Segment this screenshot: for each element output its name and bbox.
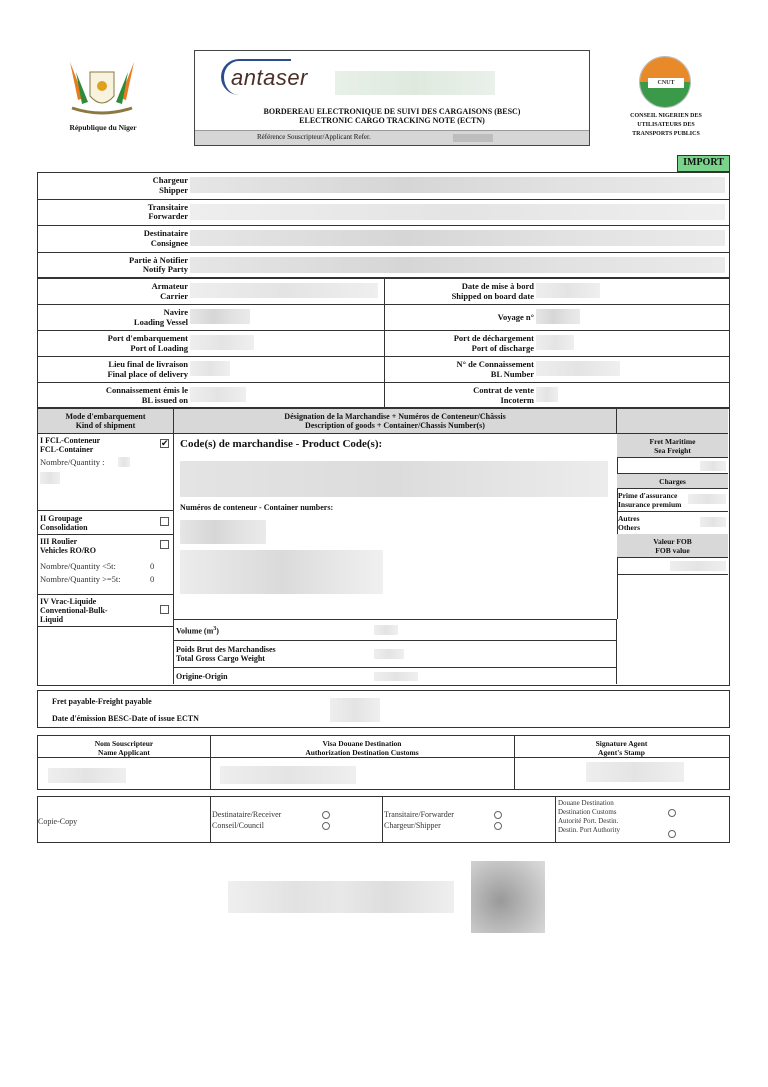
roro-lt5-label: Nombre/Quantity <5t: bbox=[40, 561, 116, 571]
party-label: Destinataire Consignee bbox=[143, 228, 188, 248]
carrier-value-redacted bbox=[190, 283, 378, 298]
party-label: Chargeur Shipper bbox=[152, 175, 188, 195]
incoterm-value-redacted bbox=[536, 387, 558, 402]
customs-authorization-redacted bbox=[220, 766, 356, 784]
charges-empty-cell bbox=[617, 575, 728, 684]
kind-groupage: II Groupage Consolidation bbox=[38, 511, 174, 535]
copy-option-receiver-label: Destinataire/Receiver bbox=[212, 810, 282, 819]
fob-value-redacted bbox=[670, 561, 726, 571]
column-divider bbox=[382, 797, 383, 842]
shipping-section bbox=[37, 278, 730, 408]
others-value-redacted bbox=[700, 517, 726, 527]
copies-section bbox=[37, 796, 730, 843]
origin-value-redacted bbox=[374, 672, 418, 681]
cnut-logo-label: CNUT bbox=[648, 78, 684, 88]
shipping-row bbox=[38, 383, 729, 409]
final-delivery-label: Lieu final de livraison Final place of delivery bbox=[107, 359, 188, 379]
party-label: Transitaire Forwarder bbox=[147, 201, 188, 221]
insurance-label: Prime d'assurance Insurance premium bbox=[618, 491, 682, 509]
document-title-en: ELECTRONIC CARGO TRACKING NOTE (ECTN) bbox=[299, 116, 485, 125]
others-row bbox=[617, 512, 728, 534]
copy-option-council-label: Conseil/Council bbox=[212, 821, 264, 830]
roro-lt5-value: 0 bbox=[150, 561, 155, 571]
sea-freight-header: Fret Maritime Sea Freight bbox=[617, 434, 728, 458]
copy-option-port-authority-radio[interactable] bbox=[668, 830, 676, 838]
shipping-row bbox=[38, 279, 729, 305]
kind-empty-cell bbox=[38, 627, 174, 684]
volume-label: Volume $(m^3)$ bbox=[176, 626, 219, 636]
forwarder-value-redacted bbox=[190, 204, 725, 220]
weight-label: Poids Brut des Marchandises Total Gross Cargo Weight bbox=[176, 645, 276, 663]
copy-option-shipper-label: Chargeur/Shipper bbox=[384, 821, 441, 830]
container-numbers-label: Numéros de conteneur - Container numbers: bbox=[180, 503, 334, 512]
import-badge: IMPORT bbox=[677, 155, 730, 172]
roro-ge5-value: 0 bbox=[150, 574, 155, 584]
insurance-value-redacted bbox=[688, 494, 726, 504]
bulk-checkbox[interactable] bbox=[160, 605, 169, 614]
shipping-row bbox=[38, 357, 729, 383]
charges-header-empty bbox=[617, 409, 728, 434]
fcl-extra-redacted bbox=[40, 472, 60, 484]
parties-section bbox=[37, 172, 730, 278]
voyage-label: Voyage n° bbox=[497, 312, 534, 322]
origin-label: Origine-Origin bbox=[176, 672, 228, 681]
copy-option-forwarder-radio[interactable] bbox=[494, 811, 502, 819]
kind-roro: III Roulier Vehicles RO/RO Nombre/Quantity <5t: 0 Nombre/Quantity >=5t: 0 bbox=[38, 535, 174, 595]
volume-row bbox=[174, 619, 617, 640]
party-row-forwarder bbox=[38, 200, 729, 227]
cnut-name bbox=[618, 112, 714, 139]
copy-option-forwarder-label: Transitaire/Forwarder bbox=[384, 810, 454, 819]
niger-coat-of-arms-logo bbox=[62, 58, 142, 120]
sea-freight-redacted bbox=[700, 461, 726, 471]
port-of-loading-value-redacted bbox=[190, 335, 254, 350]
customs-header: Visa Douane Destination Authorization Destination Customs bbox=[305, 739, 419, 757]
roro-ge5-label: Nombre/Quantity >=5t: bbox=[40, 574, 121, 584]
copy-option-customs-radio[interactable] bbox=[668, 809, 676, 817]
sea-freight-value bbox=[617, 458, 728, 474]
container-number-redacted bbox=[180, 520, 266, 544]
freight-payable-label: Fret payable-Freight payable bbox=[52, 697, 152, 706]
cnut-name-line: TRANSPORTS PUBLICS bbox=[632, 131, 700, 137]
container-list-redacted bbox=[180, 550, 383, 594]
reference-bar bbox=[195, 130, 589, 145]
product-codes-label: Code(s) de marchandise - Product Code(s): bbox=[180, 438, 383, 450]
insurance-premium-row bbox=[617, 489, 728, 512]
final-delivery-value-redacted bbox=[190, 361, 230, 376]
party-row-consignee bbox=[38, 226, 729, 253]
voyage-value-redacted bbox=[536, 309, 580, 324]
port-of-discharge-label: Port de déchargement Port of discharge bbox=[453, 333, 534, 353]
goods-section bbox=[37, 408, 730, 686]
shipper-value-redacted bbox=[190, 177, 725, 193]
document-title-box bbox=[194, 50, 590, 146]
bl-issued-value-redacted bbox=[190, 387, 246, 402]
product-codes-redacted bbox=[180, 461, 608, 497]
freight-values-redacted bbox=[330, 698, 380, 722]
bl-number-label: N° de Connaissement BL Number bbox=[456, 359, 534, 379]
agent-stamp-redacted bbox=[586, 762, 684, 782]
groupage-checkbox[interactable] bbox=[160, 517, 169, 526]
reference-label: Référence Souscripteur/Applicant Refer. bbox=[257, 133, 371, 141]
issue-date-label: Date d'émission BESC-Date of issue ECTN bbox=[52, 714, 199, 723]
copy-option-customs-label: Douane Destination Destination Customs bbox=[558, 799, 617, 816]
fcl-quantity-redacted bbox=[118, 457, 130, 467]
bl-issued-label: Connaissement émis le BL issued on bbox=[105, 385, 188, 405]
agent-header: Signature Agent Agent's Stamp bbox=[595, 739, 648, 757]
fcl-quantity-label: Nombre/Quantity : bbox=[40, 457, 105, 467]
freight-section bbox=[37, 690, 730, 728]
kind-of-shipment-header: Mode d'embarquement Kind of shipment bbox=[38, 409, 174, 434]
bl-number-value-redacted bbox=[536, 361, 620, 376]
signatures-section bbox=[37, 735, 730, 790]
fcl-checkbox[interactable]: ✔ bbox=[161, 438, 169, 448]
origin-row bbox=[174, 667, 617, 684]
consignee-value-redacted bbox=[190, 230, 725, 246]
copy-option-port-authority-label: Autorité Port. Destin. Destin. Port Authority bbox=[558, 817, 621, 834]
roro-checkbox[interactable] bbox=[160, 540, 169, 549]
others-label: Autres Others bbox=[618, 514, 641, 532]
kind-bulk: IV Vrac-Liquide Conventional-Bulk- Liquid bbox=[38, 595, 174, 627]
port-of-discharge-value-redacted bbox=[536, 335, 574, 350]
copy-option-shipper-radio[interactable] bbox=[494, 822, 502, 830]
country-label: République du Niger bbox=[69, 123, 137, 132]
charges-header: Charges bbox=[617, 474, 728, 489]
fob-value-row bbox=[617, 558, 728, 575]
port-of-loading-label: Port d'embarquement Port of Loading bbox=[107, 333, 188, 353]
shipped-on-board-value-redacted bbox=[536, 283, 600, 298]
cnut-name-line: UTILISATEURS DES bbox=[637, 122, 695, 128]
vessel-label: Navire Loading Vessel bbox=[133, 307, 188, 327]
party-row-notify bbox=[38, 253, 729, 280]
qr-code-redacted bbox=[471, 861, 545, 933]
cnut-logo bbox=[639, 56, 691, 108]
antaser-logo: antaser bbox=[231, 65, 308, 90]
copy-option-receiver-radio[interactable] bbox=[322, 811, 330, 819]
copy-label: Copie-Copy bbox=[38, 817, 78, 826]
shipped-on-board-label: Date de mise à bord Shipped on board date bbox=[451, 281, 534, 301]
reference-value-redacted bbox=[453, 134, 493, 142]
kind-fcl: I FCL-Conteneur FCL-Container ✔ Nombre/Quantity : bbox=[38, 434, 174, 511]
applicant-name-redacted bbox=[48, 768, 126, 783]
volume-value-redacted bbox=[374, 625, 398, 635]
applicant-header: Nom Souscripteur Name Applicant bbox=[94, 739, 154, 757]
party-row-shipper bbox=[38, 173, 729, 200]
shipping-row bbox=[38, 305, 729, 331]
footer-text-redacted bbox=[228, 881, 454, 913]
party-label: Partie à Notifier Notify Party bbox=[129, 254, 188, 274]
vessel-value-redacted bbox=[190, 309, 250, 324]
weight-value-redacted bbox=[374, 649, 404, 659]
incoterm-label: Contrat de vente Incoterm bbox=[473, 385, 534, 405]
document-title-fr: BORDEREAU ELECTRONIQUE DE SUIVI DES CARGAISONS (BESC) bbox=[263, 107, 521, 116]
column-divider bbox=[210, 797, 211, 842]
cnut-name-line: CONSEIL NIGERIEN DES bbox=[630, 113, 702, 119]
column-divider bbox=[555, 797, 556, 842]
copy-option-council-radio[interactable] bbox=[322, 822, 330, 830]
carrier-label: Armateur Carrier bbox=[151, 281, 188, 301]
shipping-row bbox=[38, 331, 729, 357]
notify-party-value-redacted bbox=[190, 257, 725, 273]
fob-value-header: Valeur FOB FOB value bbox=[617, 534, 728, 558]
weight-row bbox=[174, 640, 617, 667]
redacted-logo-text bbox=[335, 71, 495, 95]
goods-description-header: Désignation de la Marchandise + Numéros de Conteneur/Châssis Description of goods + Container/Chassis Number(s) bbox=[174, 409, 617, 434]
